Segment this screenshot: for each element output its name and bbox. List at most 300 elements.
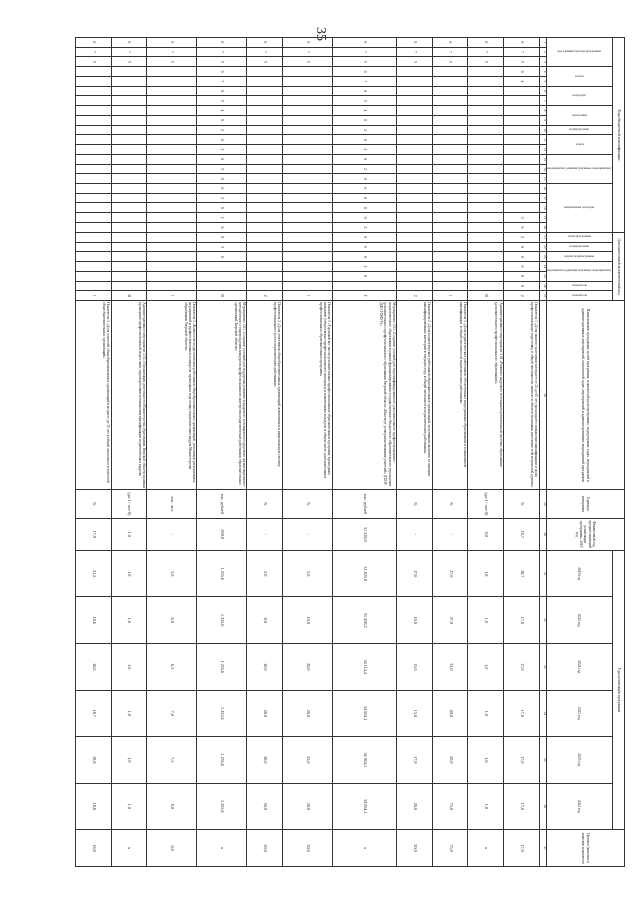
column-number: 17: [539, 193, 546, 203]
code-cell: [111, 115, 147, 125]
code-cell: 4: [332, 106, 396, 116]
row-base-value: -: [147, 518, 197, 550]
code-cell: [397, 222, 433, 232]
code-cell: [147, 135, 197, 145]
column-number: 13: [539, 154, 546, 164]
code-cell: 2: [247, 291, 283, 301]
column-number: 3: [539, 57, 546, 67]
code-cell: [76, 86, 112, 96]
code-cell: 7: [147, 47, 197, 57]
row-target-value: 20,0: [397, 830, 433, 867]
code-cell: 0: [504, 252, 540, 262]
row-year-value: 1,0: [468, 737, 504, 784]
code-cell: [147, 86, 197, 96]
code-cell: [504, 96, 540, 106]
header-meropr2: мероприятие (административное мероприятие): [546, 262, 612, 281]
code-cell: [468, 106, 504, 116]
row-year-value: 40,0: [432, 690, 468, 737]
code-cell: [432, 184, 468, 194]
code-cell: [147, 213, 197, 223]
code-cell: [76, 96, 112, 106]
code-cell: 5: [332, 57, 396, 67]
code-cell: 7: [247, 47, 283, 57]
code-cell: 0: [332, 174, 396, 184]
code-cell: [282, 154, 332, 164]
code-cell: [147, 96, 197, 106]
code-cell: [504, 125, 540, 135]
code-cell: [468, 222, 504, 232]
table-row: [468, 38, 504, 867]
column-number: 33: [539, 644, 546, 691]
header-year-2019: 2019 год: [546, 550, 612, 597]
column-number: 11: [539, 135, 546, 145]
row-year-value: 17,0: [504, 737, 540, 784]
header-budget-codes: Коды бюджетной классификации: [613, 38, 625, 233]
code-cell: [432, 135, 468, 145]
row-year-value: 1,0: [468, 597, 504, 644]
code-cell: 7: [197, 47, 247, 57]
row-year-value: 1,0: [468, 783, 504, 830]
code-cell: [247, 271, 283, 281]
code-cell: [76, 115, 112, 125]
code-cell: [247, 174, 283, 184]
code-cell: [147, 106, 197, 116]
code-cell: [76, 193, 112, 203]
code-cell: 5: [468, 57, 504, 67]
code-cell: 0: [332, 154, 396, 164]
code-cell: 0: [197, 232, 247, 242]
code-cell: [76, 271, 112, 281]
code-cell: [147, 184, 197, 194]
row-year-value: 10,0: [397, 597, 433, 644]
code-cell: 0: [504, 242, 540, 252]
code-cell: 0: [332, 232, 396, 242]
header-year-2021: 2021 год: [546, 644, 612, 691]
code-cell: 0: [197, 154, 247, 164]
row-year-value: 1,0: [111, 597, 147, 644]
code-cell: [147, 203, 197, 213]
code-cell: [504, 145, 540, 155]
code-cell: [76, 135, 112, 145]
code-cell: [147, 193, 197, 203]
code-cell: 1: [432, 291, 468, 301]
row-unit: %: [504, 490, 540, 518]
code-cell: [111, 232, 147, 242]
code-cell: [111, 106, 147, 116]
row-year-value: 33,0: [432, 644, 468, 691]
code-cell: [76, 145, 112, 155]
code-cell: [282, 262, 332, 272]
code-cell: [468, 262, 504, 272]
code-cell: 2: [332, 262, 396, 272]
header-year-2023: 2023 год: [546, 737, 612, 784]
header-razdel: раздел: [546, 67, 612, 86]
row-target-value: х: [197, 830, 247, 867]
column-number: 14: [539, 164, 546, 174]
code-cell: [504, 193, 540, 203]
code-cell: [282, 232, 332, 242]
header-podrazdel: подраздел: [546, 86, 612, 105]
code-cell: [397, 76, 433, 86]
code-cell: [432, 145, 468, 155]
column-number: 25: [539, 271, 546, 281]
code-cell: [468, 67, 504, 77]
page-number: 35: [313, 27, 328, 41]
code-cell: [76, 154, 112, 164]
row-target-value: х: [468, 830, 504, 867]
header-name: Наименование программы, целей программы, показателей цели программы, подпрограмм, задач, мероприятий и административных мероприятий, показателей задач, мероприятий и административных мероприятий программы: [546, 301, 624, 490]
code-cell: 0: [504, 67, 540, 77]
code-cell: 5: [111, 57, 147, 67]
code-cell: 0: [332, 38, 396, 48]
code-cell: [76, 232, 112, 242]
code-cell: 2: [332, 145, 396, 155]
column-number: 27: [539, 291, 546, 301]
row-unit: (да-1 / нет-0): [468, 490, 504, 518]
column-number: 31: [539, 550, 546, 597]
row-unit: %: [432, 490, 468, 518]
code-cell: [76, 174, 112, 184]
row-base-value: 0,0: [468, 518, 504, 550]
row-year-value: 34 114,4: [332, 644, 396, 691]
row-name: Административное мероприятие 2.01 «Развитие кадрового потенциала региональной системы образования (дополнительного профессионального образования)»: [468, 301, 504, 490]
code-cell: [468, 154, 504, 164]
code-cell: [147, 145, 197, 155]
code-cell: [397, 252, 433, 262]
code-cell: 2: [197, 213, 247, 223]
row-unit: (да-1 / нет-0): [111, 490, 147, 518]
code-cell: [111, 252, 147, 262]
header-program: программа: [546, 106, 612, 125]
row-base-value: 1,0: [111, 518, 147, 550]
column-number: 22: [539, 242, 546, 252]
row-name: Показатель 1 «Доля учителей общеобразовательных организаций в возрасте до 35 лет в общей численности учителей общеобразовательных организаций»: [76, 301, 112, 490]
code-cell: [76, 125, 112, 135]
row-year-value: 18,8: [76, 737, 112, 784]
code-cell: 0: [332, 67, 396, 77]
code-cell: 2: [397, 291, 433, 301]
code-cell: 0: [147, 38, 197, 48]
code-cell: 0: [504, 271, 540, 281]
code-cell: [247, 281, 283, 291]
row-year-value: 1 255,6: [197, 597, 247, 644]
row-year-value: 20,0: [282, 690, 332, 737]
header-base-year: Финансовый год, предшествующий реализации программы, 2018 год: [546, 518, 624, 550]
table-header-row-1: [613, 38, 625, 867]
code-cell: [76, 213, 112, 223]
row-year-value: 2,0: [247, 550, 283, 597]
code-cell: 0: [197, 135, 247, 145]
code-cell: 0: [197, 115, 247, 125]
row-year-value: 17,6: [397, 550, 433, 597]
code-cell: [247, 106, 283, 116]
code-cell: [468, 135, 504, 145]
code-cell: [397, 67, 433, 77]
code-cell: [397, 164, 433, 174]
row-year-value: 75,0: [432, 783, 468, 830]
code-cell: [247, 76, 283, 86]
code-cell: [282, 222, 332, 232]
column-number: 9: [539, 115, 546, 125]
code-cell: [468, 281, 504, 291]
column-number: 19: [539, 213, 546, 223]
code-cell: [468, 174, 504, 184]
code-cell: [147, 271, 197, 281]
row-year-value: 7,5: [147, 737, 197, 784]
code-cell: 5: [147, 57, 197, 67]
header-napravlenie: направление расходов: [546, 184, 612, 233]
column-number: 35: [539, 737, 546, 784]
code-cell: [468, 96, 504, 106]
code-cell: 0: [332, 252, 396, 262]
code-cell: [397, 174, 433, 184]
code-cell: 7: [76, 47, 112, 57]
code-cell: [76, 222, 112, 232]
row-unit: %: [282, 490, 332, 518]
program-table-wrapper: [75, 37, 625, 867]
code-cell: 0: [332, 115, 396, 125]
code-cell: [197, 271, 247, 281]
code-cell: [432, 262, 468, 272]
code-cell: [282, 242, 332, 252]
table-row: [76, 38, 112, 867]
code-cell: [397, 262, 433, 272]
header-podprogram: подпрограмма: [546, 125, 612, 135]
code-cell: [432, 106, 468, 116]
code-cell: [397, 232, 433, 242]
code-cell: [247, 115, 283, 125]
code-cell: [76, 67, 112, 77]
row-name: Мероприятие 2.02 «Создание условий для персонифицированного дополнительного профессионального педагогического образования в рамках функционирования государственного бюджетного образовательного учреждения дополнительного профессионального образования Тверской области «Институт усовершенствования учителей» (ГБОУ ДПО ТОИУУ)»: [332, 301, 396, 490]
code-cell: [397, 86, 433, 96]
code-cell: [76, 262, 112, 272]
row-year-value: 1 255,6: [197, 783, 247, 830]
header-unit: Единица измерения: [546, 490, 624, 518]
column-number: 18: [539, 203, 546, 213]
code-cell: [76, 281, 112, 291]
code-cell: В: [468, 291, 504, 301]
row-target-value: х: [332, 830, 396, 867]
row-name: Показатель 3 «Доля занятого населения в возрасте от 25 до 65 лет, прошедшего повышение квалификации и (или) профессиональную подготовку, в общей численности занятого в области экономики населения этой возрастной группы»: [504, 301, 540, 490]
header-year-2020: 2020 год: [546, 597, 612, 644]
code-cell: [282, 86, 332, 96]
column-number: 24: [539, 262, 546, 272]
code-cell: [111, 213, 147, 223]
code-cell: [247, 184, 283, 194]
header-podprog2: подпрограмма: [546, 242, 612, 252]
column-number: 29: [539, 490, 546, 518]
code-cell: Я: [111, 291, 147, 301]
row-year-value: 1 255,6: [197, 550, 247, 597]
column-number: 16: [539, 184, 546, 194]
row-unit: %: [247, 490, 283, 518]
code-cell: 5: [504, 57, 540, 67]
code-cell: [111, 86, 147, 96]
row-name: Показатель 2 «Доля педагогических работников образовательных организаций, получивших выплаты за оказание квалифицированных категорий в текущем году, в общей численности педагогических работников»: [397, 301, 433, 490]
row-year-value: 27,0: [432, 550, 468, 597]
code-cell: [397, 115, 433, 125]
code-cell: [76, 164, 112, 174]
code-cell: [397, 184, 433, 194]
code-cell: [397, 203, 433, 213]
code-cell: [432, 125, 468, 135]
column-number: 37: [539, 830, 546, 867]
code-cell: [282, 271, 332, 281]
code-cell: 1: [282, 291, 332, 301]
code-cell: [282, 252, 332, 262]
row-year-value: 10,0: [282, 597, 332, 644]
table-row: [197, 38, 247, 867]
code-cell: В: [197, 291, 247, 301]
code-cell: [76, 252, 112, 262]
code-cell: 2: [332, 125, 396, 135]
code-cell: 0: [247, 38, 283, 48]
code-cell: [432, 213, 468, 223]
code-cell: [282, 145, 332, 155]
code-cell: [432, 281, 468, 291]
code-cell: [468, 242, 504, 252]
code-cell: 5: [332, 96, 396, 106]
code-cell: [282, 106, 332, 116]
column-number: 10: [539, 125, 546, 135]
column-number: 34: [539, 690, 546, 737]
code-cell: [504, 184, 540, 194]
code-cell: 0: [332, 271, 396, 281]
code-cell: [197, 281, 247, 291]
code-cell: 0: [332, 135, 396, 145]
code-cell: 6: [332, 242, 396, 252]
row-year-value: 27,0: [432, 597, 468, 644]
code-cell: [468, 86, 504, 96]
code-cell: 4: [197, 106, 247, 116]
code-cell: 0: [197, 174, 247, 184]
code-cell: [111, 242, 147, 252]
column-number: 30: [539, 518, 546, 550]
column-number: 26: [539, 281, 546, 291]
row-base-value: -: [432, 518, 468, 550]
row-unit: %: [397, 490, 433, 518]
row-name: Административное мероприятие 2.04 «Организация деятельности Министерства образования Тверской области в рамках проведения профессиональной подготовки, переподготовки и повышения квалификации педагогических кадров»: [111, 301, 147, 490]
code-cell: 2: [197, 145, 247, 155]
code-cell: [468, 145, 504, 155]
rotated-page: [75, 37, 625, 867]
code-cell: 0: [282, 38, 332, 48]
code-cell: [147, 164, 197, 174]
row-year-value: 50,0: [247, 783, 283, 830]
code-cell: 0: [76, 38, 112, 48]
row-base-value: -: [282, 518, 332, 550]
header-meropriyatie: мероприятие (административное мероприятие): [546, 154, 612, 183]
header-year-2022: 2022 год: [546, 690, 612, 737]
code-cell: 0: [197, 86, 247, 96]
code-cell: [147, 115, 197, 125]
row-name: Показатель 2 «Доля участников общеобразовательных организаций, вовлеченных в национальную систему профессионального роста педагогических работников»: [247, 301, 283, 490]
code-cell: 0: [111, 38, 147, 48]
code-cell: [432, 76, 468, 86]
row-base-value: 850,0: [197, 518, 247, 550]
code-cell: [504, 115, 540, 125]
code-cell: [504, 154, 540, 164]
code-cell: [397, 271, 433, 281]
column-number: 23: [539, 252, 546, 262]
row-year-value: 6,0: [147, 597, 197, 644]
column-number: 6: [539, 86, 546, 96]
column-number: 15: [539, 174, 546, 184]
code-cell: [282, 281, 332, 291]
row-target-value: 17,0: [504, 830, 540, 867]
row-base-value: -: [247, 518, 283, 550]
code-cell: [432, 86, 468, 96]
code-cell: 0: [468, 38, 504, 48]
code-cell: 5: [397, 57, 433, 67]
row-target-value: 30,0: [282, 830, 332, 867]
code-cell: [147, 242, 197, 252]
code-cell: 5: [197, 96, 247, 106]
row-unit: тыс. чел.: [147, 490, 197, 518]
code-cell: 2: [504, 232, 540, 242]
code-cell: 3: [504, 213, 540, 223]
row-year-value: 1,0: [111, 737, 147, 784]
program-indicators-table: [75, 37, 625, 867]
code-cell: [147, 76, 197, 86]
row-year-value: 31 458,2: [332, 597, 396, 644]
code-cell: 2: [332, 164, 396, 174]
code-cell: [247, 193, 283, 203]
code-cell: [111, 174, 147, 184]
row-year-value: 1 255,6: [197, 690, 247, 737]
row-year-value: 34 054,1: [332, 783, 396, 830]
code-cell: [282, 184, 332, 194]
code-cell: 0: [197, 38, 247, 48]
code-cell: [147, 174, 197, 184]
row-base-value: 31 558,0: [332, 518, 396, 550]
code-cell: [504, 135, 540, 145]
code-cell: 0: [197, 222, 247, 232]
code-cell: [468, 203, 504, 213]
row-year-value: 34 054,1: [332, 690, 396, 737]
code-cell: [111, 67, 147, 77]
code-cell: [247, 67, 283, 77]
code-cell: [397, 154, 433, 164]
row-year-value: 7,0: [147, 690, 197, 737]
row-year-value: 1,0: [468, 690, 504, 737]
code-cell: 2: [197, 193, 247, 203]
column-number: 32: [539, 597, 546, 644]
column-number: 12: [539, 145, 546, 155]
code-cell: [147, 232, 197, 242]
row-year-value: 31 825,8: [332, 550, 396, 597]
code-cell: 0: [332, 203, 396, 213]
row-year-value: 17,0: [397, 737, 433, 784]
table-row: [111, 38, 147, 867]
row-year-value: 1 255,6: [197, 737, 247, 784]
code-cell: 5: [282, 57, 332, 67]
row-year-value: 20,0: [282, 644, 332, 691]
row-year-value: 1,0: [111, 550, 147, 597]
row-name: Показатель 1 «Количество педагогических работников общеобразовательных организаций, участников региональных мероприятий и профессиональных конкурсов, прошедших подготовку педагогических кадров Министерства образования Тверской области»: [147, 301, 197, 490]
header-zadachi: задачи подпрограммы: [546, 252, 612, 262]
code-cell: [111, 271, 147, 281]
code-cell: [397, 193, 433, 203]
code-cell: [432, 154, 468, 164]
code-cell: [282, 174, 332, 184]
row-year-value: 8,0: [247, 597, 283, 644]
table-row: [147, 38, 197, 867]
row-year-value: 17,0: [504, 644, 540, 691]
code-cell: [247, 96, 283, 106]
code-cell: 2: [197, 125, 247, 135]
code-cell: [432, 174, 468, 184]
